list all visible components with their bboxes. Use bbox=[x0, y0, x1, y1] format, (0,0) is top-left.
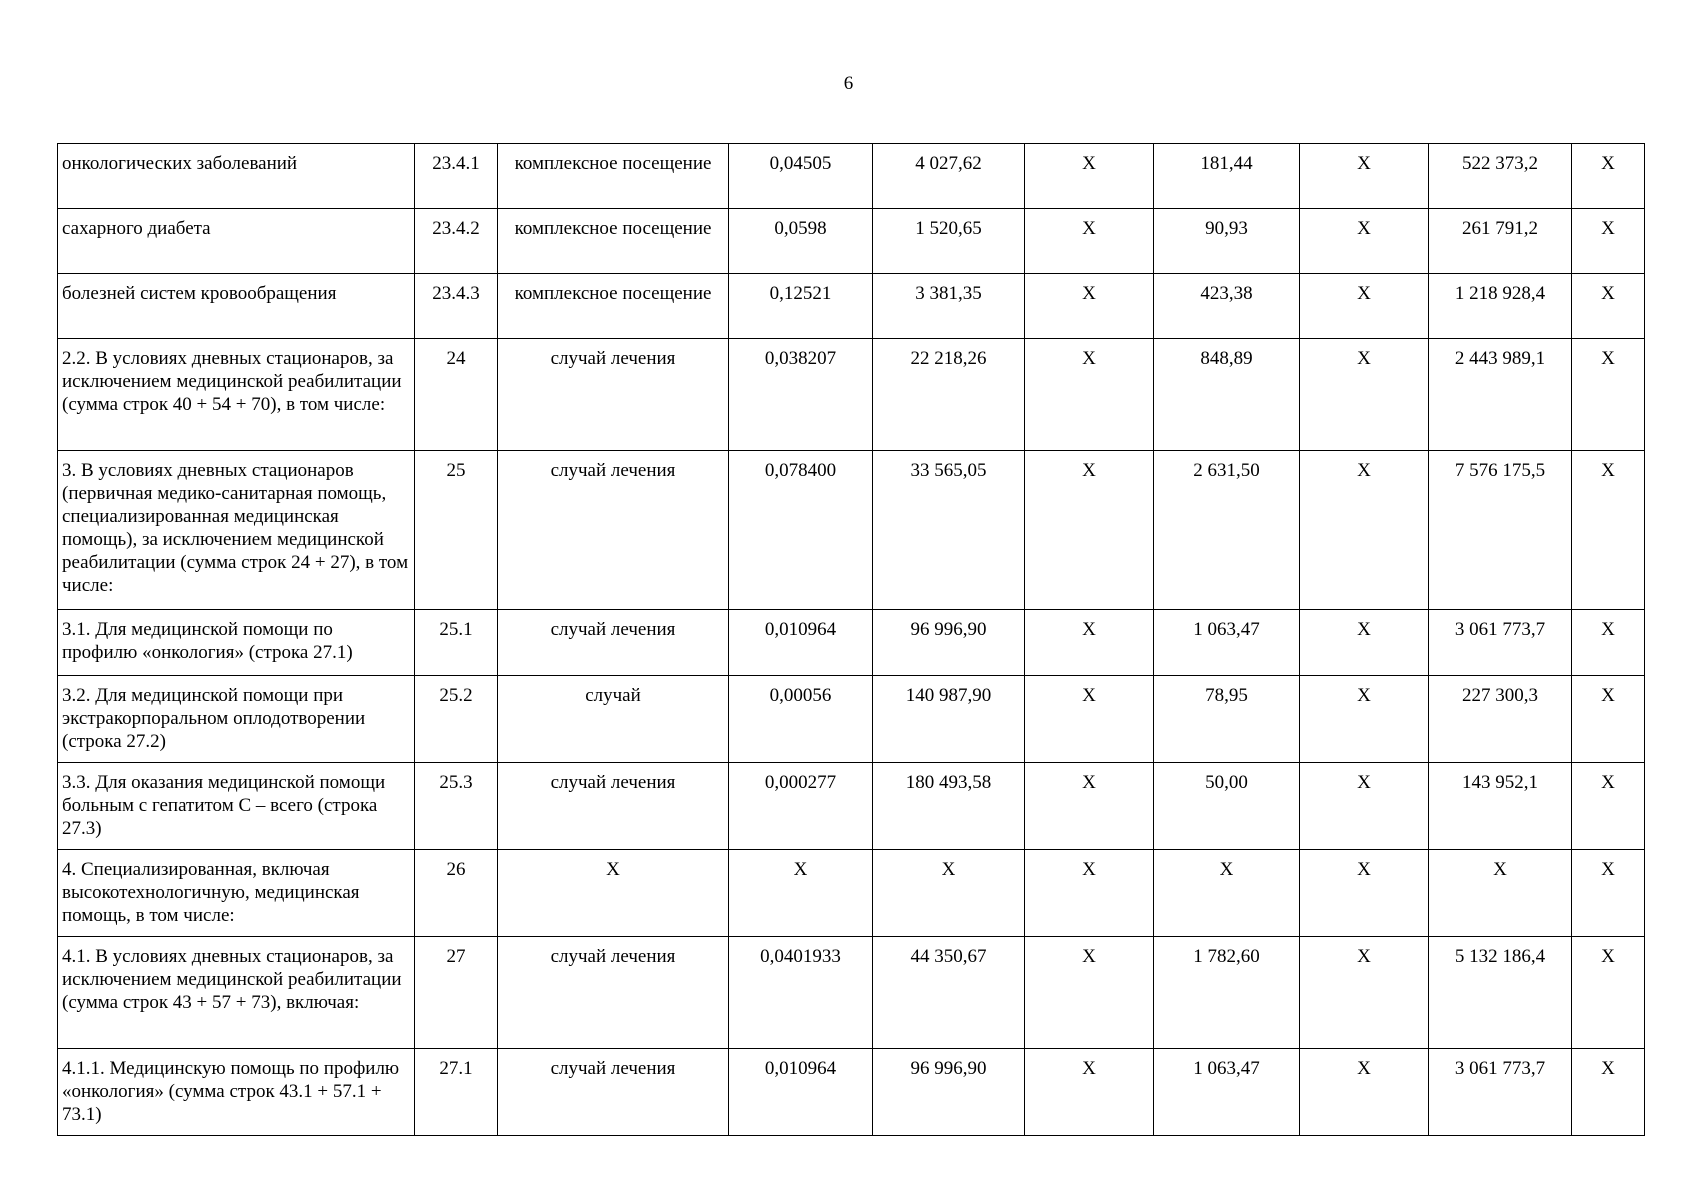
row-unit-cell: случай лечения bbox=[498, 937, 729, 1049]
row-value-cell: 90,93 bbox=[1154, 209, 1300, 274]
row-value-cell: 3 381,35 bbox=[873, 274, 1025, 339]
row-value-cell: 3 061 773,7 bbox=[1429, 1049, 1572, 1136]
table-row bbox=[58, 850, 1645, 937]
row-value-cell: 44 350,67 bbox=[873, 937, 1025, 1049]
row-name-cell: болезней систем кровообращения bbox=[58, 274, 415, 339]
row-line-cell: 24 bbox=[415, 339, 498, 451]
row-value-cell: 227 300,3 bbox=[1429, 676, 1572, 763]
row-value-cell: X bbox=[1300, 676, 1429, 763]
row-value-cell: 3 061 773,7 bbox=[1429, 610, 1572, 676]
row-value-cell: X bbox=[1154, 850, 1300, 937]
row-value-cell: 22 218,26 bbox=[873, 339, 1025, 451]
row-value-cell: X bbox=[1300, 850, 1429, 937]
row-name-cell: 3.2. Для медицинской помощи при экстракорпоральном оплодотворении (строка 27.2) bbox=[58, 676, 415, 763]
row-value-cell: 33 565,05 bbox=[873, 451, 1025, 610]
row-value-cell: X bbox=[729, 850, 873, 937]
row-value-cell: 2 443 989,1 bbox=[1429, 339, 1572, 451]
row-value-cell: 50,00 bbox=[1154, 763, 1300, 850]
row-value-cell: X bbox=[1300, 274, 1429, 339]
row-value-cell: 522 373,2 bbox=[1429, 144, 1572, 209]
row-name-cell: 4.1.1. Медицинскую помощь по профилю «онкология» (сумма строк 43.1 + 57.1 + 73.1) bbox=[58, 1049, 415, 1136]
row-value-cell: X bbox=[1025, 451, 1154, 610]
table-row bbox=[58, 1049, 1645, 1136]
table-row bbox=[58, 937, 1645, 1049]
row-unit-cell: случай bbox=[498, 676, 729, 763]
row-value-cell: X bbox=[1572, 144, 1645, 209]
row-value-cell: X bbox=[1300, 144, 1429, 209]
row-value-cell: 0,0401933 bbox=[729, 937, 873, 1049]
row-unit-cell: случай лечения bbox=[498, 339, 729, 451]
row-value-cell: X bbox=[1572, 676, 1645, 763]
row-value-cell: 0,010964 bbox=[729, 610, 873, 676]
row-value-cell: 0,00056 bbox=[729, 676, 873, 763]
row-line-cell: 23.4.1 bbox=[415, 144, 498, 209]
row-value-cell: 1 063,47 bbox=[1154, 1049, 1300, 1136]
table-body bbox=[58, 144, 1645, 1136]
row-line-cell: 26 bbox=[415, 850, 498, 937]
row-value-cell: X bbox=[1572, 339, 1645, 451]
row-value-cell: 1 520,65 bbox=[873, 209, 1025, 274]
row-value-cell: 848,89 bbox=[1154, 339, 1300, 451]
row-value-cell: 2 631,50 bbox=[1154, 451, 1300, 610]
row-value-cell: 1 218 928,4 bbox=[1429, 274, 1572, 339]
row-line-cell: 27 bbox=[415, 937, 498, 1049]
row-value-cell: 0,0598 bbox=[729, 209, 873, 274]
row-line-cell: 23.4.2 bbox=[415, 209, 498, 274]
row-line-cell: 25.2 bbox=[415, 676, 498, 763]
row-value-cell: X bbox=[1025, 937, 1154, 1049]
table-row bbox=[58, 763, 1645, 850]
row-value-cell: X bbox=[1300, 209, 1429, 274]
row-line-cell: 25.1 bbox=[415, 610, 498, 676]
table-row bbox=[58, 451, 1645, 610]
row-value-cell: X bbox=[873, 850, 1025, 937]
row-value-cell: X bbox=[1300, 763, 1429, 850]
row-value-cell: X bbox=[1025, 274, 1154, 339]
row-value-cell: X bbox=[1572, 1049, 1645, 1136]
row-value-cell: 0,04505 bbox=[729, 144, 873, 209]
row-name-cell: 4.1. В условиях дневных стационаров, за исключением медицинской реабилитации (сумма строк 43 + 57 + 73), включая: bbox=[58, 937, 415, 1049]
row-value-cell: X bbox=[1300, 1049, 1429, 1136]
row-value-cell: 96 996,90 bbox=[873, 610, 1025, 676]
row-name-cell: 3.3. Для оказания медицинской помощи больным с гепатитом С – всего (строка 27.3) bbox=[58, 763, 415, 850]
row-value-cell: X bbox=[1572, 850, 1645, 937]
row-value-cell: 1 782,60 bbox=[1154, 937, 1300, 1049]
row-value-cell: 7 576 175,5 bbox=[1429, 451, 1572, 610]
table-row bbox=[58, 274, 1645, 339]
table-row bbox=[58, 209, 1645, 274]
row-unit-cell: комплексное посещение bbox=[498, 144, 729, 209]
row-value-cell: 0,000277 bbox=[729, 763, 873, 850]
row-value-cell: 1 063,47 bbox=[1154, 610, 1300, 676]
row-value-cell: 423,38 bbox=[1154, 274, 1300, 339]
row-value-cell: X bbox=[1572, 209, 1645, 274]
table-row bbox=[58, 676, 1645, 763]
row-value-cell: 0,038207 bbox=[729, 339, 873, 451]
row-value-cell: X bbox=[1572, 274, 1645, 339]
row-unit-cell: случай лечения bbox=[498, 610, 729, 676]
row-value-cell: X bbox=[1572, 937, 1645, 1049]
page-number: 6 bbox=[843, 73, 854, 94]
row-name-cell: 3.1. Для медицинской помощи по профилю «онкология» (строка 27.1) bbox=[58, 610, 415, 676]
row-unit-cell: X bbox=[498, 850, 729, 937]
table-row bbox=[58, 339, 1645, 451]
row-line-cell: 27.1 bbox=[415, 1049, 498, 1136]
row-value-cell: X bbox=[1572, 610, 1645, 676]
row-value-cell: 261 791,2 bbox=[1429, 209, 1572, 274]
row-unit-cell: случай лечения bbox=[498, 1049, 729, 1136]
row-value-cell: X bbox=[1572, 451, 1645, 610]
row-value-cell: X bbox=[1025, 1049, 1154, 1136]
row-line-cell: 25 bbox=[415, 451, 498, 610]
row-value-cell: X bbox=[1300, 339, 1429, 451]
row-unit-cell: случай лечения bbox=[498, 763, 729, 850]
row-name-cell: 2.2. В условиях дневных стационаров, за исключением медицинской реабилитации (сумма строк 40 + 54 + 70), в том числе: bbox=[58, 339, 415, 451]
row-value-cell: 180 493,58 bbox=[873, 763, 1025, 850]
row-name-cell: сахарного диабета bbox=[58, 209, 415, 274]
table-row bbox=[58, 144, 1645, 209]
row-value-cell: X bbox=[1025, 610, 1154, 676]
row-value-cell: 0,010964 bbox=[729, 1049, 873, 1136]
row-name-cell: 3. В условиях дневных стационаров (первичная медико-санитарная помощь, специализированная медицинская помощь), за исключением медицинской реабилитации (сумма строк 24 + 27), в том числе: bbox=[58, 451, 415, 610]
row-value-cell: X bbox=[1025, 144, 1154, 209]
row-value-cell: X bbox=[1025, 763, 1154, 850]
row-unit-cell: комплексное посещение bbox=[498, 209, 729, 274]
row-value-cell: X bbox=[1300, 451, 1429, 610]
row-value-cell: 181,44 bbox=[1154, 144, 1300, 209]
row-line-cell: 25.3 bbox=[415, 763, 498, 850]
row-value-cell: 5 132 186,4 bbox=[1429, 937, 1572, 1049]
row-unit-cell: комплексное посещение bbox=[498, 274, 729, 339]
row-value-cell: 4 027,62 bbox=[873, 144, 1025, 209]
table-row bbox=[58, 610, 1645, 676]
financing-table bbox=[57, 143, 1645, 1136]
row-value-cell: X bbox=[1300, 937, 1429, 1049]
row-name-cell: 4. Специализированная, включая высокотехнологичную, медицинская помощь, в том числе: bbox=[58, 850, 415, 937]
row-value-cell: 0,078400 bbox=[729, 451, 873, 610]
row-value-cell: 0,12521 bbox=[729, 274, 873, 339]
row-value-cell: 140 987,90 bbox=[873, 676, 1025, 763]
row-name-cell: онкологических заболеваний bbox=[58, 144, 415, 209]
row-value-cell: 78,95 bbox=[1154, 676, 1300, 763]
row-unit-cell: случай лечения bbox=[498, 451, 729, 610]
row-value-cell: X bbox=[1429, 850, 1572, 937]
row-value-cell: 143 952,1 bbox=[1429, 763, 1572, 850]
row-value-cell: X bbox=[1025, 676, 1154, 763]
row-value-cell: X bbox=[1025, 339, 1154, 451]
row-value-cell: X bbox=[1300, 610, 1429, 676]
row-line-cell: 23.4.3 bbox=[415, 274, 498, 339]
row-value-cell: X bbox=[1025, 209, 1154, 274]
row-value-cell: X bbox=[1572, 763, 1645, 850]
row-value-cell: 96 996,90 bbox=[873, 1049, 1025, 1136]
row-value-cell: X bbox=[1025, 850, 1154, 937]
